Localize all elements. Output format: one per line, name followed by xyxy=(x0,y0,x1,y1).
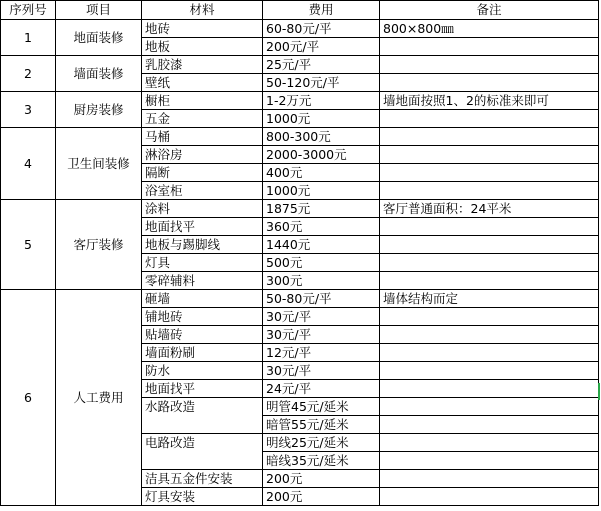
material-cell[interactable]: 水路改造 xyxy=(142,398,263,434)
fee-cell[interactable]: 1000元 xyxy=(263,110,380,128)
header-material[interactable]: 材料 xyxy=(142,1,263,20)
fee-cell[interactable]: 明管45元/延米 xyxy=(263,398,380,416)
fee-cell[interactable]: 30元/平 xyxy=(263,308,380,326)
item-cell[interactable]: 地面装修 xyxy=(56,20,142,56)
fee-cell[interactable]: 明线25元/延米 xyxy=(263,434,380,452)
material-cell[interactable]: 灯具 xyxy=(142,254,263,272)
note-cell[interactable] xyxy=(380,416,599,434)
fee-cell[interactable]: 25元/平 xyxy=(263,56,380,74)
material-cell[interactable]: 砸墙 xyxy=(142,290,263,308)
note-cell[interactable] xyxy=(380,218,599,236)
item-cell[interactable]: 人工费用 xyxy=(56,290,142,506)
table-row xyxy=(1,200,599,218)
note-cell[interactable] xyxy=(380,110,599,128)
fee-cell[interactable]: 30元/平 xyxy=(263,326,380,344)
item-cell[interactable]: 卫生间装修 xyxy=(56,128,142,200)
note-cell[interactable] xyxy=(380,164,599,182)
header-item[interactable]: 项目 xyxy=(56,1,142,20)
note-cell[interactable] xyxy=(380,254,599,272)
table-row xyxy=(1,20,599,38)
material-cell[interactable]: 贴墙砖 xyxy=(142,326,263,344)
item-cell[interactable]: 客厅装修 xyxy=(56,200,142,290)
note-cell[interactable]: 800×800㎜ xyxy=(380,20,599,38)
item-cell[interactable]: 厨房装修 xyxy=(56,92,142,128)
note-cell[interactable]: 墙体结构而定 xyxy=(380,290,599,308)
seq-cell[interactable]: 3 xyxy=(1,92,56,128)
note-cell[interactable] xyxy=(380,38,599,56)
note-cell[interactable] xyxy=(380,452,599,470)
header-seq[interactable]: 序列号 xyxy=(1,1,56,20)
note-cell[interactable] xyxy=(380,380,599,398)
note-cell[interactable] xyxy=(380,488,599,506)
material-cell[interactable]: 零碎辅料 xyxy=(142,272,263,290)
fee-cell[interactable]: 12元/平 xyxy=(263,344,380,362)
material-cell[interactable]: 地面找平 xyxy=(142,218,263,236)
fee-cell[interactable]: 800-300元 xyxy=(263,128,380,146)
table-row xyxy=(1,56,599,74)
header-note[interactable]: 备注 xyxy=(380,1,599,20)
fee-cell[interactable]: 1440元 xyxy=(263,236,380,254)
material-cell[interactable]: 电路改造 xyxy=(142,434,263,470)
material-cell[interactable]: 防水 xyxy=(142,362,263,380)
note-cell[interactable] xyxy=(380,182,599,200)
fee-cell[interactable]: 200元 xyxy=(263,470,380,488)
note-cell[interactable] xyxy=(380,326,599,344)
fee-cell[interactable]: 500元 xyxy=(263,254,380,272)
fee-cell[interactable]: 24元/平 xyxy=(263,380,380,398)
table-row xyxy=(1,92,599,110)
fee-cell[interactable]: 2000-3000元 xyxy=(263,146,380,164)
fee-cell[interactable]: 1000元 xyxy=(263,182,380,200)
note-cell[interactable] xyxy=(380,398,599,416)
material-cell[interactable]: 淋浴房 xyxy=(142,146,263,164)
header-row xyxy=(1,1,599,20)
fee-cell[interactable]: 1875元 xyxy=(263,200,380,218)
fee-cell[interactable]: 400元 xyxy=(263,164,380,182)
material-cell[interactable]: 墙面粉刷 xyxy=(142,344,263,362)
fee-cell[interactable]: 1-2万元 xyxy=(263,92,380,110)
fee-cell[interactable]: 200元 xyxy=(263,488,380,506)
fee-cell[interactable]: 30元/平 xyxy=(263,362,380,380)
note-cell[interactable] xyxy=(380,146,599,164)
seq-cell[interactable]: 5 xyxy=(1,200,56,290)
material-cell[interactable]: 马桶 xyxy=(142,128,263,146)
material-cell[interactable]: 灯具安装 xyxy=(142,488,263,506)
note-cell[interactable] xyxy=(380,56,599,74)
note-cell[interactable] xyxy=(380,470,599,488)
seq-cell[interactable]: 6 xyxy=(1,290,56,506)
cell-cursor-marker xyxy=(598,383,600,400)
note-cell[interactable] xyxy=(380,362,599,380)
note-cell[interactable]: 墙地面按照1、2的标准来即可 xyxy=(380,92,599,110)
material-cell[interactable]: 浴室柜 xyxy=(142,182,263,200)
fee-cell[interactable]: 暗线35元/延米 xyxy=(263,452,380,470)
fee-cell[interactable]: 300元 xyxy=(263,272,380,290)
fee-cell[interactable]: 50-120元/平 xyxy=(263,74,380,92)
note-cell[interactable] xyxy=(380,434,599,452)
fee-cell[interactable]: 暗管55元/延米 xyxy=(263,416,380,434)
material-cell[interactable]: 铺地砖 xyxy=(142,308,263,326)
material-cell[interactable]: 五金 xyxy=(142,110,263,128)
table-row xyxy=(1,290,599,308)
material-cell[interactable]: 地砖 xyxy=(142,20,263,38)
material-cell[interactable]: 壁纸 xyxy=(142,74,263,92)
header-fee[interactable]: 费用 xyxy=(263,1,380,20)
note-cell[interactable] xyxy=(380,74,599,92)
material-cell[interactable]: 地面找平 xyxy=(142,380,263,398)
fee-cell[interactable]: 60-80元/平 xyxy=(263,20,380,38)
note-cell[interactable] xyxy=(380,236,599,254)
fee-cell[interactable]: 50-80元/平 xyxy=(263,290,380,308)
material-cell[interactable]: 乳胶漆 xyxy=(142,56,263,74)
seq-cell[interactable]: 4 xyxy=(1,128,56,200)
material-cell[interactable]: 地板 xyxy=(142,38,263,56)
table-row xyxy=(1,128,599,146)
fee-cell[interactable]: 200元/平 xyxy=(263,38,380,56)
seq-cell[interactable]: 1 xyxy=(1,20,56,56)
material-cell[interactable]: 地板与踢脚线 xyxy=(142,236,263,254)
note-cell[interactable] xyxy=(380,272,599,290)
material-cell[interactable]: 隔断 xyxy=(142,164,263,182)
item-cell[interactable]: 墙面装修 xyxy=(56,56,142,92)
material-cell[interactable]: 洁具五金件安装 xyxy=(142,470,263,488)
note-cell[interactable]: 客厅普通面积：24平米 xyxy=(380,200,599,218)
note-cell[interactable] xyxy=(380,344,599,362)
fee-cell[interactable]: 360元 xyxy=(263,218,380,236)
note-cell[interactable] xyxy=(380,128,599,146)
note-cell[interactable] xyxy=(380,308,599,326)
material-cell[interactable]: 橱柜 xyxy=(142,92,263,110)
seq-cell[interactable]: 2 xyxy=(1,56,56,92)
material-cell[interactable]: 涂料 xyxy=(142,200,263,218)
